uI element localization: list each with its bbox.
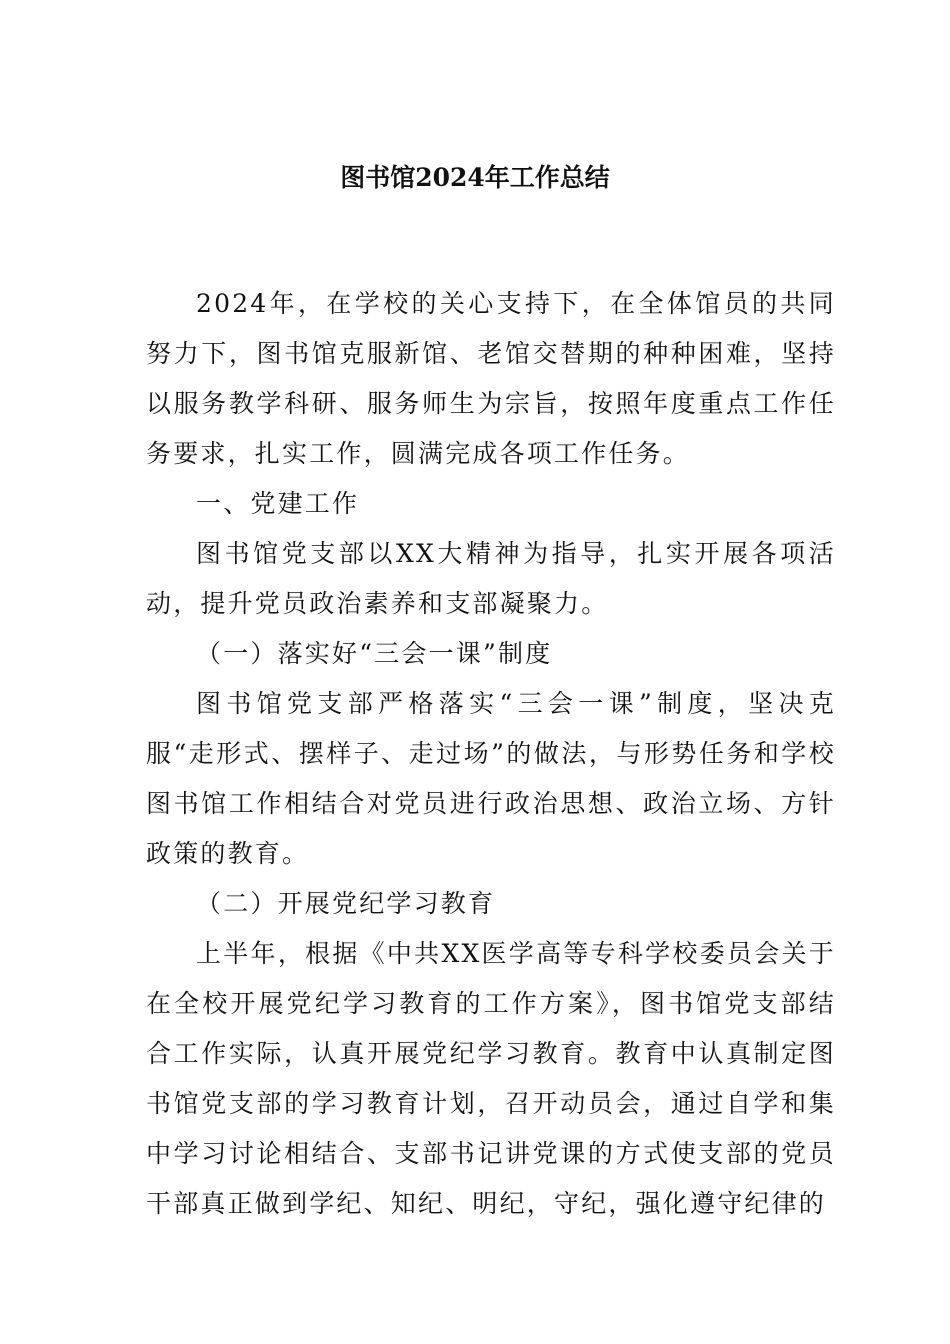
document-title: 图书馆2024年工作总结 bbox=[340, 163, 610, 192]
intro-paragraph: 2024年，在学校的关心支持下，在全体馆员的共同努力下，图书馆克服新馆、老馆交替期的种种困难，坚持以服务教学科研、服务师生为宗旨，按照年度重点工作任务要求，扎实工作，圆满完成各项工作任务。 bbox=[146, 289, 836, 468]
three-meetings-paragraph: 图书馆党支部严格落实“三会一课”制度，坚决克服“走形式、摆样子、走过场”的做法，与形势任务和学校图书馆工作相结合对党员进行政治思想、政治立场、方针政策的教育。 bbox=[146, 689, 836, 868]
discipline-education-paragraph: 上半年，根据《中共XX医学高等专科学校委员会关于在全校开展党纪学习教育的工作方案》，图书馆党支部结合工作实际，认真开展党纪学习教育。教育中认真制定图书馆党支部的学习教育计划，召开动员会，通过自学和集中学习讨论相结合、支部书记讲党课的方式使支部的党员干部真正做到学纪、知纪、明纪，守纪，强化遵守纪律的 bbox=[146, 939, 836, 1218]
party-building-paragraph: 图书馆党支部以XX大精神为指导，扎实开展各项活动，提升党员政治素养和支部凝聚力。 bbox=[146, 539, 836, 618]
subsection-heading-three-meetings: （一）落实好“三会一课”制度 bbox=[196, 639, 553, 668]
section-heading-party-building: 一、党建工作 bbox=[196, 489, 360, 518]
subsection-heading-discipline-education: （二）开展党纪学习教育 bbox=[196, 889, 496, 918]
document-body bbox=[146, 279, 836, 1229]
